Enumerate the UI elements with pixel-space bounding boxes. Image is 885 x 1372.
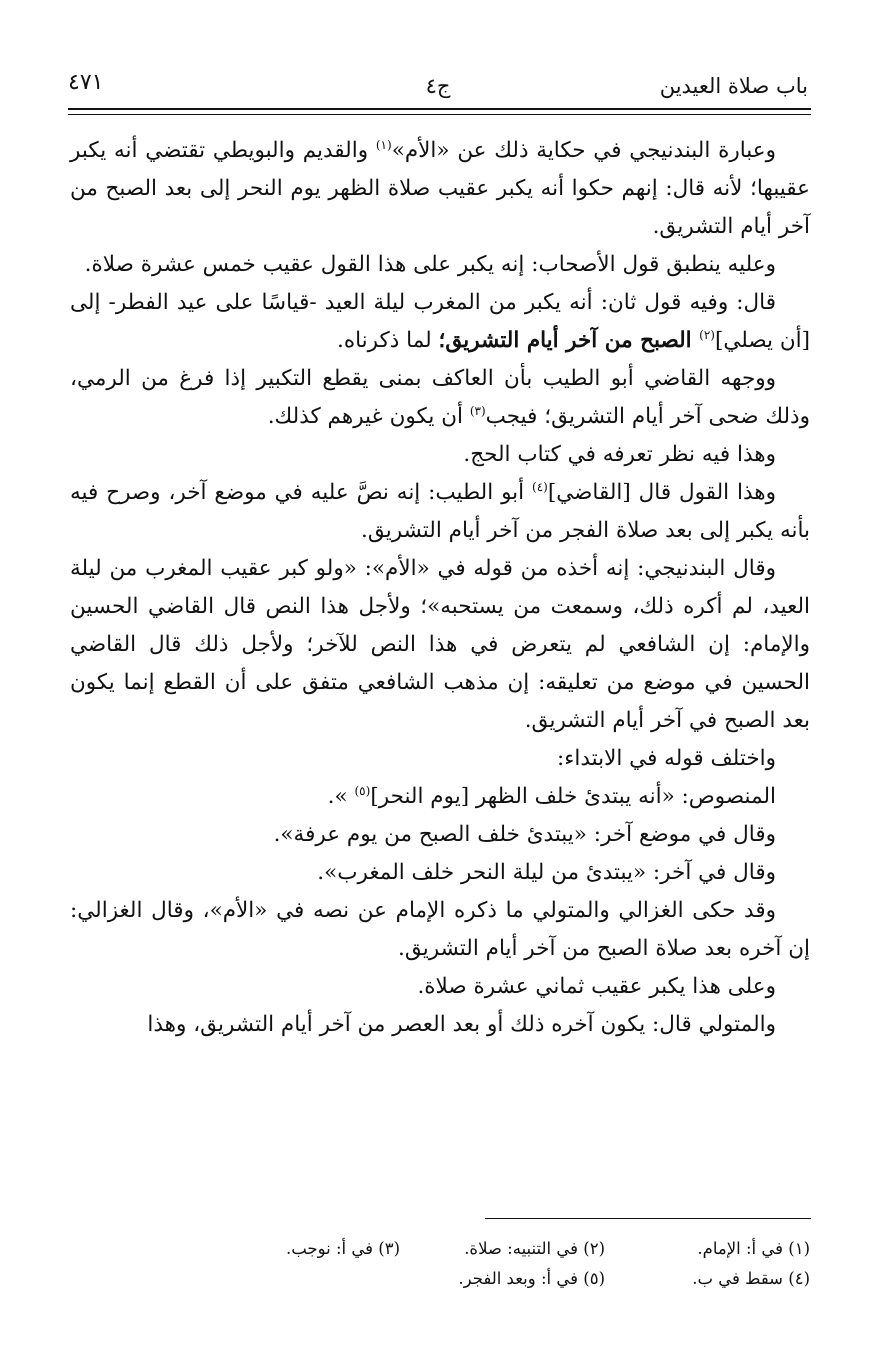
paragraph [70,740,810,778]
header-rule-thick [68,108,811,110]
paragraph [70,246,810,284]
footnote-ref: (٤) [532,479,548,494]
paragraph [70,1006,810,1044]
text-run: والقديم والبويطي تقتضي أنه يكبر عقيبها؛ لأنه قال: إنهم حكوا أنه يكبر عقيب صلاة الظهر يوم النحر إلى بعد الصبح من آخر أيام التشريق. [70,138,811,239]
text-run: ». [327,784,355,809]
paragraph [70,436,810,474]
footnote: (١) في أ: الإمام. [697,1239,810,1258]
paragraph [70,816,810,854]
text-run: والمتولي قال: يكون آخره ذلك أو بعد العصر من آخر أيام التشريق، وهذا [147,1012,776,1037]
page-number: ٤٧١ [68,70,104,95]
text-run: وقال في موضع آخر: «يبتدئ خلف الصبح من يوم عرفة». [273,822,776,847]
volume-label: ج٤ [425,74,451,98]
footnote-ref: (٣) [469,403,486,418]
footnote-ref: (٥) [354,783,371,798]
footnotes [190,1234,810,1294]
footnote: (٣) في أ: نوجب. [285,1239,400,1258]
footnote-row [190,1264,810,1294]
paragraph [70,474,810,550]
paragraph [70,778,810,816]
footnote-separator [485,1218,811,1219]
text-run: الصبح من آخر أيام التشريق؛ [438,328,700,353]
footnote: (٥) في أ: وبعد الفجر. [458,1269,605,1288]
main-text [70,132,810,1044]
text-run: وقال في آخر: «يبتدئ من ليلة النحر خلف المغرب». [317,860,776,885]
text-run: ووجهه القاضي أبو الطيب بأن العاكف بمنى يقطع التكبير إذا فرغ من الرمي، وذلك ضحى آخر أيام التشريق؛ فيجب [70,366,810,429]
footnote-ref: (٢) [699,327,715,342]
text-run: وقد حكى الغزالي والمتولي ما ذكره الإمام عن نصه في «الأم»، وقال الغزالي: إن آخره بعد صلاة الصبح من آخر أيام التشريق. [70,898,810,961]
text-run: قال: وفيه قول ثان: أنه يكبر من المغرب ليلة العيد -قياسًا على عيد الفطر- إلى [أن يصلي] [70,290,810,353]
paragraph [70,284,810,360]
footnote-ref: (١) [375,137,392,152]
paragraph [70,892,810,968]
text-run: أبو الطيب: إنه نصَّ عليه في موضع آخر، وصرح فيه بأنه يكبر إلى بعد صلاة الفجر من آخر أيام التشريق. [70,480,810,543]
text-run: وعلى هذا يكبر عقيب ثماني عشرة صلاة. [417,974,776,999]
text-run: وقال البندنيجي: إنه أخذه من قوله في «الأم»: «ولو كبر عقيب المغرب من ليلة العيد، لم أكره ذلك، وسمعت من يستحبه»؛ ولأجل هذا النص قال القاضي الحسين والإمام: إن الشافعي لم يتعرض في هذا النص للآخر؛ ولأجل ذلك قال القاضي الحسين في موضع من تعليقه: إن مذهب الشافعي متفق على أن القطع إنما يكون بعد الصبح في آخر أيام التشريق. [70,556,810,733]
footnote: (٢) في التنبيه: صلاة. [464,1239,605,1258]
paragraph [70,968,810,1006]
text-run: وهذا القول قال [القاضي] [547,480,776,505]
text-run: واختلف قوله في الابتداء: [557,746,776,771]
running-header [68,68,808,104]
text-run: أن يكون غيرهم كذلك. [267,404,470,429]
paragraph [70,132,810,246]
paragraph [70,854,810,892]
text-run: وهذا فيه نظر تعرفه في كتاب الحج. [463,442,776,467]
chapter-title: باب صلاة العيدين [659,74,808,98]
paragraph [70,360,810,436]
header-rule-thin [68,114,811,115]
footnote: (٤) سقط في ب. [692,1269,810,1288]
footnote-row [190,1234,810,1264]
paragraph [70,550,810,740]
text-run: وعبارة البندنيجي في حكاية ذلك عن «الأم» [391,138,776,163]
text-run: المنصوص: «أنه يبتدئ خلف الظهر [يوم النحر] [370,784,776,809]
text-run: لما ذكرناه. [337,328,439,353]
text-run: وعليه ينطبق قول الأصحاب: إنه يكبر على هذا القول عقيب خمس عشرة صلاة. [84,252,776,277]
